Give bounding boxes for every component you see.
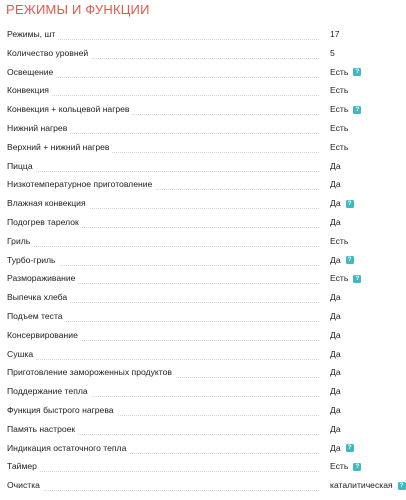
spec-label: Память настроек [7,424,78,435]
spec-label: Гриль [7,236,33,247]
spec-row [0,458,406,477]
spec-row [0,158,406,177]
spec-label: Подогрев тарелок [7,217,82,228]
spec-label: Низкотемпературное приготовление [7,179,155,190]
spec-value-text: Есть [330,141,349,152]
dotted-leader [7,490,319,491]
spec-value-text: Есть [330,273,349,284]
dotted-leader [7,171,319,172]
spec-value [330,273,361,284]
spec-label: Нижний нагрев [7,123,70,134]
spec-row [0,214,406,233]
spec-value [330,330,341,341]
spec-row [0,308,406,327]
spec-label: Подъем теста [7,311,66,322]
spec-label: Конвекция + кольцевой нагрев [7,104,132,115]
spec-row [0,120,406,139]
spec-label: Конвекция [7,85,52,96]
spec-value-text: Есть [330,66,349,77]
spec-value [330,461,361,472]
help-icon[interactable]: ? [346,200,354,208]
spec-value [330,179,341,190]
spec-label: Выпечка хлеба [7,292,70,303]
spec-row [0,383,406,402]
spec-row [0,270,406,289]
spec-label: Турбо-гриль [7,255,59,266]
spec-row [0,252,406,271]
spec-value [330,198,354,209]
spec-value [330,349,341,360]
spec-label: Приготовление замороженных продуктов [7,367,175,378]
spec-value-text: Да [330,367,341,378]
spec-row [0,176,406,195]
spec-value-text: Есть [330,85,349,96]
help-icon[interactable]: ? [398,482,406,490]
spec-row [0,195,406,214]
spec-value [330,443,354,454]
spec-label: Влажная конвекция [7,198,89,209]
spec-value-text: Да [330,442,341,453]
spec-value-text: Да [330,160,341,171]
help-icon[interactable]: ? [353,106,361,114]
help-icon[interactable]: ? [353,463,361,471]
spec-label: Сушка [7,349,36,360]
dotted-leader [7,95,319,96]
dotted-leader [7,359,319,360]
spec-value-text: 5 [330,47,335,58]
section-title: РЕЖИМЫ И ФУНКЦИИ [6,2,150,17]
dotted-leader [7,471,319,472]
spec-label: Верхний + нижний нагрев [7,142,112,153]
spec-value [330,405,341,416]
spec-value [330,255,354,266]
spec-value-text: Да [330,310,341,321]
spec-value-text: Да [330,348,341,359]
spec-value [330,67,361,78]
spec-value-text: Да [330,329,341,340]
spec-label: Пицца [7,161,36,172]
help-icon[interactable]: ? [346,256,354,264]
spec-label: Таймер [7,461,40,472]
spec-value-text: Да [330,292,341,303]
help-icon[interactable]: ? [353,68,361,76]
spec-value-text: Есть [330,104,349,115]
spec-label: Очистка [7,480,43,491]
spec-row [0,346,406,365]
spec-value-text: Да [330,386,341,397]
spec-row [0,26,406,45]
spec-row [0,440,406,459]
spec-value-text: Да [330,254,341,265]
spec-row [0,364,406,383]
spec-row [0,233,406,252]
spec-value [330,29,340,40]
spec-row [0,327,406,346]
spec-value [330,424,341,435]
spec-value [330,104,361,115]
spec-row [0,421,406,440]
spec-row [0,289,406,308]
spec-row [0,139,406,158]
spec-value [330,85,348,96]
spec-row [0,64,406,83]
spec-value [330,217,341,228]
spec-label: Режимы, шт [7,29,58,40]
spec-value-text: Есть [330,122,349,133]
spec-value [330,123,348,134]
spec-row [0,101,406,120]
spec-label: Индикация остаточного тепла [7,443,129,454]
spec-row [0,477,406,496]
spec-value [330,48,335,59]
spec-label: Консервирование [7,330,81,341]
spec-value-text: Да [330,423,341,434]
spec-label: Поддержание тепла [7,386,91,397]
spec-value [330,142,348,153]
spec-value-text: Да [330,404,341,415]
dotted-leader [7,246,319,247]
help-icon[interactable]: ? [353,275,361,283]
spec-value-text: каталитическая [330,480,393,491]
spec-value-text: Да [330,198,341,209]
spec-value [330,161,341,172]
spec-row [0,402,406,421]
spec-label: Освещение [7,67,56,78]
help-icon[interactable]: ? [346,444,354,452]
spec-label: Размораживание [7,273,78,284]
spec-value [330,292,341,303]
spec-value-text: Да [330,179,341,190]
spec-value-text: 17 [330,29,340,39]
spec-value-text: Есть [330,461,349,472]
spec-value-text: Да [330,216,341,227]
spec-label: Функция быстрого нагрева [7,405,117,416]
spec-value [330,480,406,491]
spec-value [330,386,341,397]
spec-list [0,26,406,496]
spec-value [330,367,341,378]
spec-label: Количество уровней [7,48,91,59]
spec-row [0,45,406,64]
spec-value [330,236,348,247]
spec-row [0,82,406,101]
spec-value-text: Есть [330,235,349,246]
spec-value [330,311,341,322]
